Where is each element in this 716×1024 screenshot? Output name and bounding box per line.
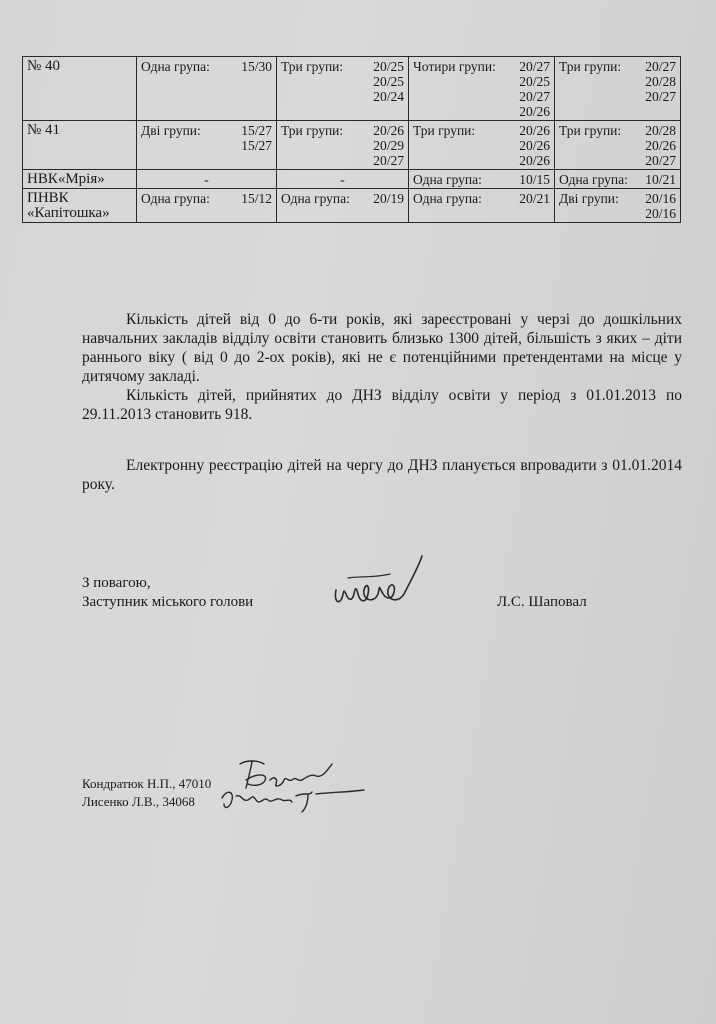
group-value: 20/19 [373,191,404,206]
groups-values [481,123,550,168]
groups-cell [277,57,409,121]
groups-count-label: Дві групи: [559,191,619,206]
groups-cell-content [141,191,272,206]
groups-count-label: Три групи: [559,59,622,74]
groups-cell [555,189,681,223]
body-text-electronic [82,456,682,494]
group-value: 20/16 [645,206,676,221]
groups-values [502,59,550,119]
group-value: 20/26 [519,153,550,168]
groups-values [349,123,404,168]
handwritten-signature [318,548,438,618]
groups-count-label: Одна група: [559,172,628,187]
group-value: 20/26 [519,123,550,138]
groups-count-label: Три групи: [559,123,622,138]
groups-cell-content [141,123,272,153]
group-value: 20/27 [373,153,404,168]
group-value: 20/25 [519,74,550,89]
group-value: 15/27 [241,138,272,153]
groups-count-label: Три групи: [281,59,344,74]
groups-count-label: Одна група: [413,172,482,187]
group-value: 20/27 [645,59,676,74]
executor-2: Лисенко Л.В., 34068 [82,794,195,809]
groups-values [356,191,404,206]
paragraph-admitted-count: Кількість дітей, прийнятих до ДНЗ відділу освіти у період з 01.01.2013 по 29.11.2013 становить 918. [82,387,682,423]
group-value: 20/26 [519,138,550,153]
groups-cell [277,121,409,170]
group-value: 20/29 [373,138,404,153]
empty-cell: - [277,170,409,189]
groups-cell-content [281,123,404,168]
group-value: 20/26 [373,123,404,138]
groups-values [349,59,404,104]
body-text [82,310,682,424]
groups-cell-content [413,123,550,168]
group-value: 20/25 [373,74,404,89]
groups-cell [555,57,681,121]
group-value: 20/21 [519,191,550,206]
institution-cell: НВК«Мрія» [23,170,137,189]
groups-values [216,191,272,206]
groups-values [627,59,676,104]
group-value: 20/28 [645,74,676,89]
groups-count-label: Чотири групи: [413,59,496,74]
institution-cell: № 41 [23,121,137,170]
institution-cell: № 40 [23,57,137,121]
paragraph-queue-count: Кількість дітей від 0 до 6-ти років, які зареєстровані у черзі до дошкільних навчальних закладів відділу освіти становить близько 1300 дітей, більшість з яких – діти раннього віку ( від 0 до 2-ох років), які не є потенційними претендентами на місце у дитячому закладі. [82,311,682,385]
groups-cell [409,170,555,189]
group-value: 20/27 [519,89,550,104]
groups-cell-content [559,172,676,187]
table-row [23,170,681,189]
table-row [23,189,681,223]
groups-values [216,59,272,74]
groups-cell [555,121,681,170]
groups-table [22,56,681,223]
groups-values [488,191,550,206]
groups-cell [409,57,555,121]
groups-count-label: Одна група: [413,191,482,206]
group-value: 15/30 [241,59,272,74]
groups-cell-content [413,172,550,187]
group-value: 20/27 [645,153,676,168]
table-row [23,57,681,121]
groups-values [207,123,272,153]
groups-values [627,123,676,168]
group-value: 20/28 [645,123,676,138]
groups-cell-content [559,191,676,221]
groups-cell [555,170,681,189]
groups-cell [409,121,555,170]
groups-cell-content [559,123,676,168]
paragraph-electronic-registration: Електронну реєстрацію дітей на чергу до ДНЗ планується впровадити з 01.01.2014 року. [82,457,682,493]
group-value: 20/26 [519,104,550,119]
group-value: 20/27 [645,89,676,104]
groups-values [634,172,676,187]
groups-cell-content [281,59,404,104]
groups-cell-content [413,191,550,206]
group-value: 20/24 [373,89,404,104]
group-value: 20/27 [519,59,550,74]
groups-cell [137,189,277,223]
groups-cell [137,121,277,170]
groups-cell-content [413,59,550,119]
groups-cell [137,57,277,121]
group-value: 20/25 [373,59,404,74]
groups-cell-content [559,59,676,104]
groups-table-body [23,57,681,223]
executor-1: Кондратюк Н.П., 47010 [82,776,212,791]
groups-cell-content [281,191,404,206]
groups-count-label: Три групи: [281,123,344,138]
table-row [23,121,681,170]
group-value: 10/21 [645,172,676,187]
signatory-position: Заступник міського голови [82,594,254,610]
group-value: 20/26 [645,138,676,153]
groups-count-label: Дві групи: [141,123,201,138]
groups-count-label: Одна група: [281,191,350,206]
group-value: 10/15 [519,172,550,187]
signatory-name: Л.С. Шаповал [497,594,587,610]
groups-count-label: Одна група: [141,59,210,74]
groups-count-label: Одна група: [141,191,210,206]
institution-cell: ПНВК «Капітошка» [23,189,137,223]
executor-initials-signature [212,750,372,820]
group-value: 15/27 [241,123,272,138]
groups-cell-content [141,59,272,74]
groups-values [625,191,676,221]
groups-count-label: Три групи: [413,123,476,138]
signature-block [82,574,253,612]
groups-values [488,172,550,187]
group-value: 15/12 [241,191,272,206]
groups-cell [277,189,409,223]
executors-block [82,775,211,811]
greeting: З повагою, [82,575,151,591]
group-value: 20/16 [645,191,676,206]
empty-cell: - [137,170,277,189]
groups-cell [409,189,555,223]
